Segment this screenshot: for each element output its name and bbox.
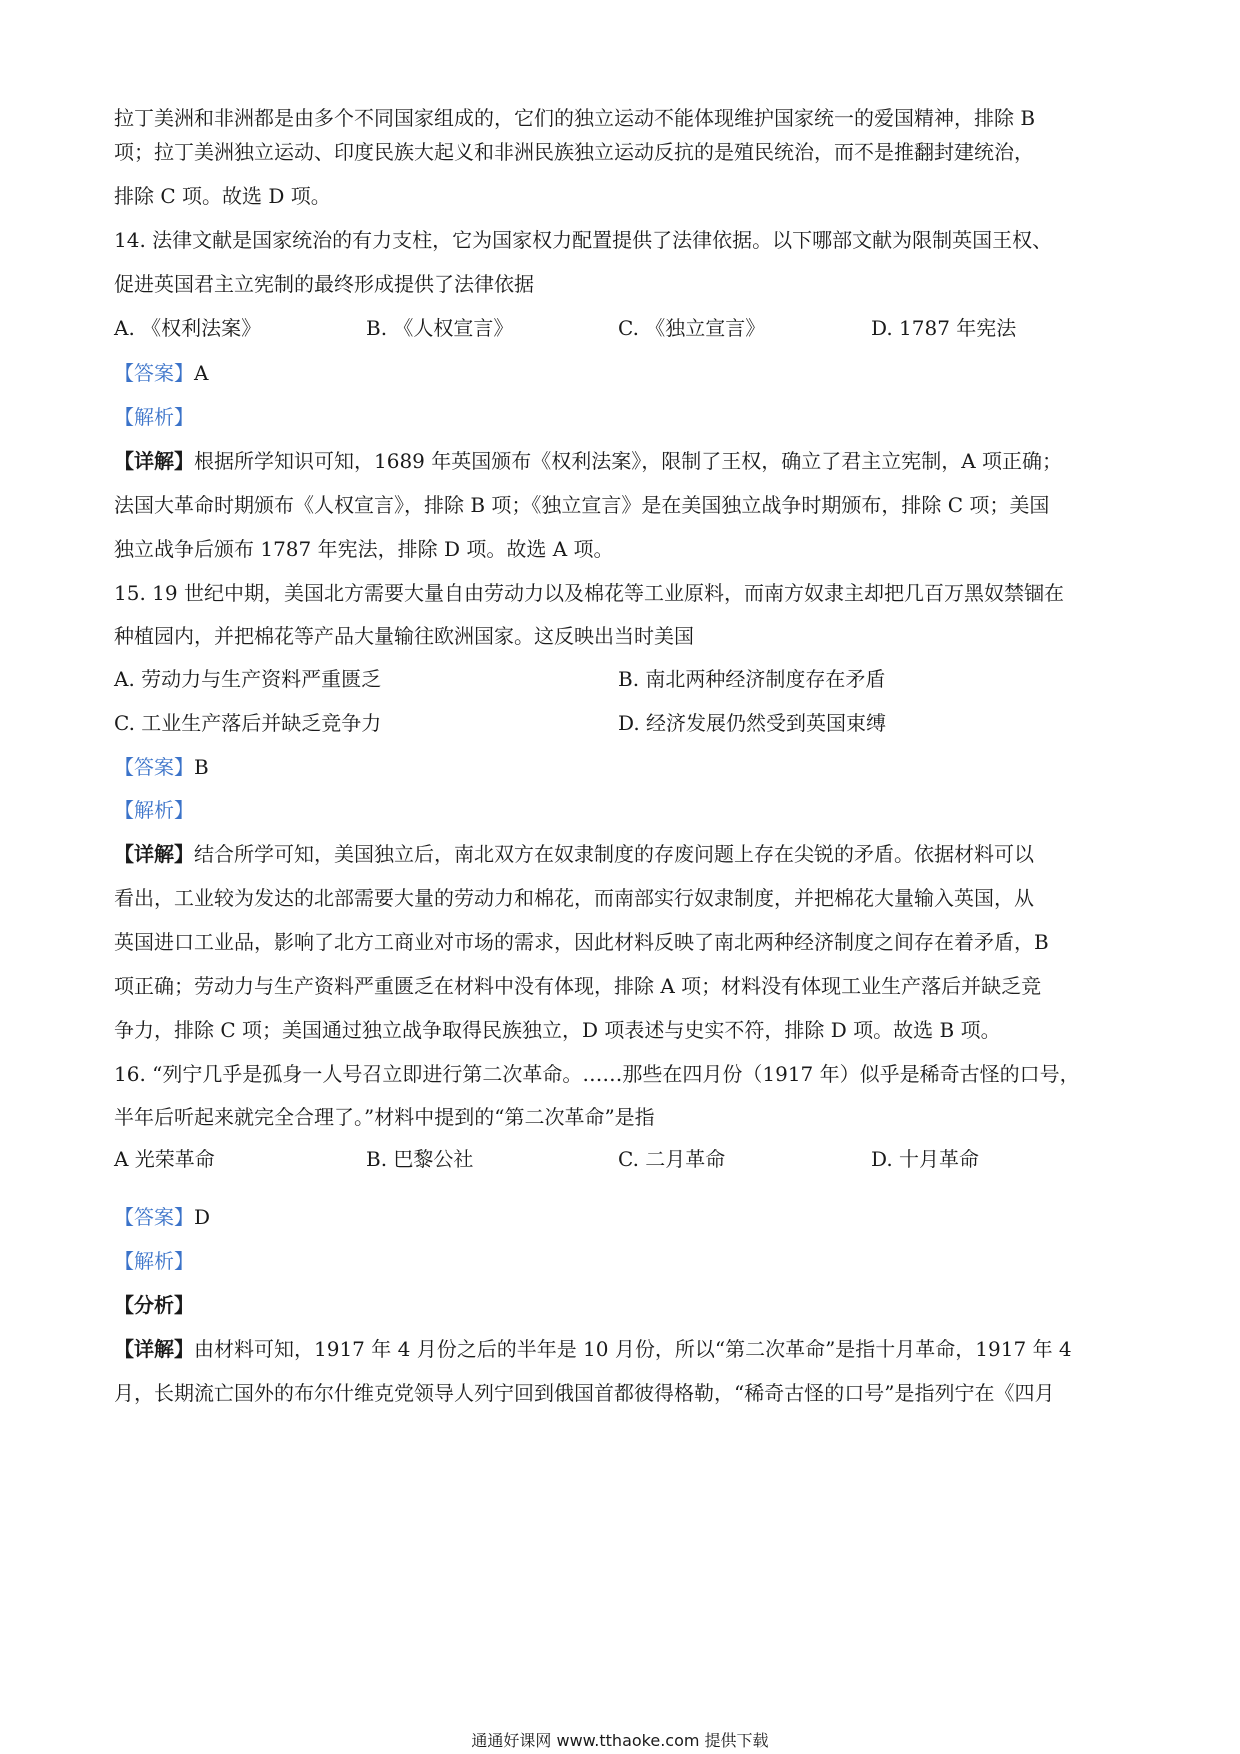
analysis-label: 【解析】 xyxy=(114,1249,194,1273)
detail-text: 由材料可知，1917 年 4 月份之后的半年是 10 月份，所以“第二次革命”是指十月革命，1917 年 4 xyxy=(194,1337,1072,1361)
q16-option-b: B. 巴黎公社 xyxy=(366,1147,474,1171)
answer-label: 【答案】 xyxy=(114,1205,194,1229)
q14-answer xyxy=(114,358,1130,388)
detail-label: 【详解】 xyxy=(114,449,194,473)
q14-option-c: C. 《独立宣言》 xyxy=(618,316,766,340)
q15-answer xyxy=(114,752,1130,782)
analysis-label: 【解析】 xyxy=(114,798,194,822)
q15-detail-line: 英国进口工业品，影响了北方工商业对市场的需求，因此材料反映了南北两种经济制度之间存在着矛盾，B xyxy=(114,930,1049,954)
q15-option-a: A. 劳动力与生产资料严重匮乏 xyxy=(114,667,382,691)
answer-label: 【答案】 xyxy=(114,755,194,779)
q16-analysis xyxy=(114,1246,1130,1276)
q16-analysis-2 xyxy=(114,1290,1130,1320)
answer-value: D xyxy=(194,1205,211,1229)
q14-analysis xyxy=(114,402,1130,432)
q16-detail-line xyxy=(114,1334,1130,1364)
q15-option-b: B. 南北两种经济制度存在矛盾 xyxy=(618,667,886,691)
q16-option-d: D. 十月革命 xyxy=(871,1147,980,1171)
q16-option-c: C. 二月革命 xyxy=(618,1147,726,1171)
q16-answer xyxy=(114,1202,1130,1232)
q15-detail-line: 项正确；劳动力与生产资料严重匮乏在材料中没有体现，排除 A 项；材料没有体现工业生产落后并缺乏竞 xyxy=(114,974,1042,998)
q16-detail-line: 月，长期流亡国外的布尔什维克党领导人列宁回到俄国首都彼得格勒，“稀奇古怪的口号”是指列宁在《四月 xyxy=(114,1381,1055,1405)
paragraph-line: 拉丁美洲和非洲都是由多个不同国家组成的，它们的独立运动不能体现维护国家统一的爱国精神，排除 B xyxy=(114,106,1036,130)
q15-detail-line: 争力，排除 C 项；美国通过独立战争取得民族独立，D 项表述与史实不符，排除 D 项。故选 B 项。 xyxy=(114,1018,1001,1042)
q14-detail-line xyxy=(114,446,1130,476)
detail-text: 根据所学知识可知，1689 年英国颁布《权利法案》，限制了王权，确立了君主立宪制，A 项正确； xyxy=(194,449,1063,473)
q15-option-d: D. 经济发展仍然受到英国束缚 xyxy=(618,711,887,735)
detail-label: 【详解】 xyxy=(114,842,194,866)
q15-detail-line: 看出，工业较为发达的北部需要大量的劳动力和棉花，而南部实行奴隶制度，并把棉花大量输入英国，从 xyxy=(114,886,1034,910)
answer-value: A xyxy=(194,361,209,385)
q14-option-b: B. 《人权宣言》 xyxy=(366,316,514,340)
q14-detail-line: 独立战争后颁布 1787 年宪法，排除 D 项。故选 A 项。 xyxy=(114,537,614,561)
paragraph-line: 项；拉丁美洲独立运动、印度民族大起义和非洲民族独立运动反抗的是殖民统治，而不是推翻封建统治， xyxy=(114,140,1034,164)
question-16-stem: 16. “列宁几乎是孤身一人号召立即进行第二次革命。……那些在四月份（1917 年）似乎是稀奇古怪的口号， xyxy=(114,1062,1080,1086)
answer-label: 【答案】 xyxy=(114,361,194,385)
analysis2-label: 【分析】 xyxy=(114,1293,194,1317)
q15-option-c: C. 工业生产落后并缺乏竞争力 xyxy=(114,711,382,735)
q15-detail-line xyxy=(114,839,1130,869)
detail-text: 结合所学可知，美国独立后，南北双方在奴隶制度的存废问题上存在尖锐的矛盾。依据材料可以 xyxy=(194,842,1034,866)
question-14-stem: 促进英国君主立宪制的最终形成提供了法律依据 xyxy=(114,272,534,296)
q14-option-d: D. 1787 年宪法 xyxy=(871,316,1017,340)
q14-detail-line: 法国大革命时期颁布《人权宣言》，排除 B 项；《独立宣言》是在美国独立战争时期颁布，排除 C 项；美国 xyxy=(114,493,1050,517)
paragraph-line: 排除 C 项。故选 D 项。 xyxy=(114,184,331,208)
question-15-stem: 15. 19 世纪中期，美国北方需要大量自由劳动力以及棉花等工业原料，而南方奴隶主却把几百万黑奴禁锢在 xyxy=(114,581,1064,605)
q14-option-a: A. 《权利法案》 xyxy=(114,316,262,340)
q15-analysis xyxy=(114,795,1130,825)
page-footer: 通通好课网 www.tthaoke.com 提供下载 xyxy=(471,1731,769,1750)
question-16-stem: 半年后听起来就完全合理了。”材料中提到的“第二次革命”是指 xyxy=(114,1105,655,1129)
question-15-stem: 种植园内，并把棉花等产品大量输往欧洲国家。这反映出当时美国 xyxy=(114,624,694,648)
analysis-label: 【解析】 xyxy=(114,405,194,429)
q16-option-a: A 光荣革命 xyxy=(114,1147,215,1171)
detail-label: 【详解】 xyxy=(114,1337,194,1361)
answer-value: B xyxy=(194,755,209,779)
question-14-stem: 14. 法律文献是国家统治的有力支柱，它为国家权力配置提供了法律依据。以下哪部文献为限制英国王权、 xyxy=(114,228,1053,252)
